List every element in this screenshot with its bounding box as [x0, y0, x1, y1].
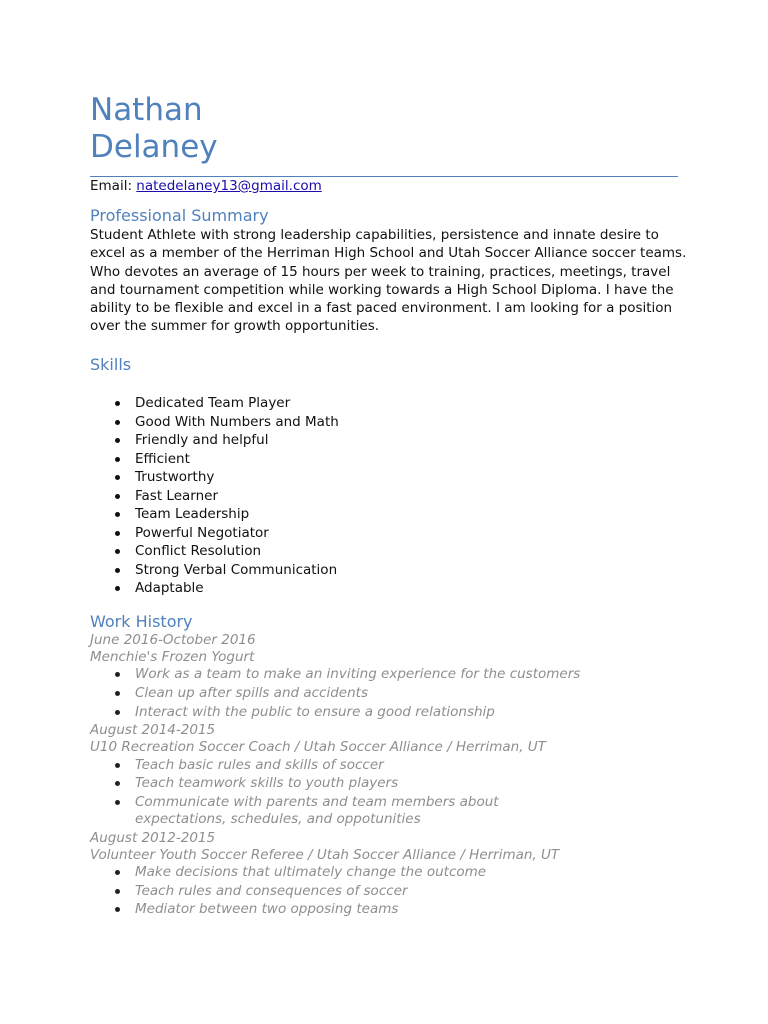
job-duties — [90, 864, 710, 918]
work-history — [90, 632, 710, 920]
summary-text: Student Athlete with strong leadership capabilities, persistence and innate desire to excel as a member of the Herriman High School and Utah Soccer Alliance soccer teams. Who devotes an average of 15 hours per week to training, practices, meetings, travel and tournament competition while working towards a High School Diploma. I have the ability to be flexible and excel in a fast paced environment. I am looking for a position over the summer for growth opportunities. — [90, 227, 687, 335]
job-duty: Make decisions that ultimately change the outcome — [90, 864, 710, 881]
job-duty: Work as a team to make an inviting experience for the customers — [90, 666, 710, 683]
job-dates: August 2014-2015 — [90, 722, 216, 739]
job-duties — [90, 757, 710, 829]
first-name: Nathan — [90, 92, 203, 128]
job-duty: Clean up after spills and accidents — [90, 685, 710, 702]
skill-item: Powerful Negotiator — [90, 524, 339, 543]
skill-item: Fast Learner — [90, 487, 339, 506]
skill-item: Conflict Resolution — [90, 542, 339, 561]
job-duty: Mediator between two opposing teams — [90, 901, 710, 918]
skills-list — [90, 394, 339, 598]
skill-item: Team Leadership — [90, 505, 339, 524]
email-line — [90, 177, 322, 195]
skill-item: Strong Verbal Communication — [90, 561, 339, 580]
work-heading: Work History — [90, 612, 193, 631]
job-duty: Teach rules and consequences of soccer — [90, 883, 710, 900]
skill-item: Dedicated Team Player — [90, 394, 339, 413]
job-duty: Communicate with parents and team members about expectations, schedules, and oppotunities — [90, 794, 565, 828]
job-dates: June 2016-October 2016 — [90, 632, 256, 648]
job-duty: Teach teamwork skills to youth players — [90, 775, 710, 792]
skill-item: Friendly and helpful — [90, 431, 339, 450]
email-link[interactable]: natedelaney13@gmail.com — [136, 178, 322, 194]
email-label: Email: — [90, 178, 137, 194]
skill-item: Trustworthy — [90, 468, 339, 487]
job-duty: Teach basic rules and skills of soccer — [90, 757, 710, 774]
job-dates: August 2012-2015 — [90, 829, 216, 846]
job-title: Volunteer Youth Soccer Referee / Utah Soccer Alliance / Herriman, UT — [90, 846, 560, 863]
job-duties — [90, 666, 710, 720]
skill-item: Efficient — [90, 450, 339, 469]
job-duty: Interact with the public to ensure a good relationship — [90, 704, 710, 721]
skill-item: Good With Numbers and Math — [90, 413, 339, 432]
job-title: U10 Recreation Soccer Coach / Utah Soccer Alliance / Herriman, UT — [90, 739, 546, 756]
job-title: Menchie's Frozen Yogurt — [90, 649, 255, 666]
summary-heading: Professional Summary — [90, 206, 269, 225]
last-name: Delaney — [90, 129, 218, 165]
skill-item: Adaptable — [90, 579, 339, 598]
skills-heading: Skills — [90, 355, 132, 374]
candidate-name — [90, 92, 218, 166]
